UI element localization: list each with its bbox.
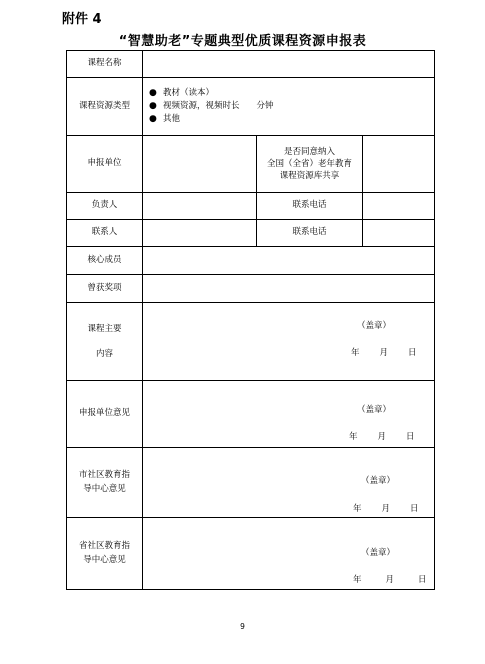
leader-label: 负责人: [67, 193, 143, 220]
row-unit: [67, 136, 435, 193]
content-field[interactable]: [143, 303, 435, 381]
unit-field[interactable]: [143, 136, 257, 193]
application-form-table: [66, 50, 435, 590]
bullet-icon: ●: [149, 100, 157, 111]
core-members-label: 核心成员: [67, 247, 143, 275]
form-title: “智慧助老”专题典型优质课程资源申报表: [118, 34, 367, 49]
row-core-members: [67, 247, 435, 275]
seal-label: （盖章）: [357, 321, 392, 331]
date-line: 年 月 日: [349, 432, 415, 442]
row-leader: [67, 193, 435, 220]
contact-phone-label: 联系电话: [257, 220, 363, 247]
row-course-name: [67, 51, 435, 78]
seal-label: （盖章）: [361, 476, 396, 486]
awards-field[interactable]: [143, 275, 435, 303]
date-line: 年 月 日: [353, 575, 427, 585]
unit-opinion-label: 申报单位意见: [67, 381, 143, 448]
row-resource-type: [67, 78, 435, 136]
resource-type-options: [143, 78, 435, 136]
row-awards: [67, 275, 435, 303]
province-opinion-field[interactable]: [143, 518, 435, 590]
agree-share-label: 是否同意纳入 全国（全省）老年教育 课程资源库共享: [257, 136, 363, 193]
unit-opinion-field[interactable]: [143, 381, 435, 448]
leader-field[interactable]: [143, 193, 257, 220]
contact-field[interactable]: [143, 220, 257, 247]
content-label: 课程主要 内容: [67, 303, 143, 381]
row-content: [67, 303, 435, 381]
agree-share-field[interactable]: [363, 136, 435, 193]
date-line: 年 月 日: [353, 504, 419, 514]
leader-phone-label: 联系电话: [257, 193, 363, 220]
city-opinion-label: 市社区教育指 导中心意见: [67, 448, 143, 518]
bullet-icon: ●: [149, 87, 157, 98]
city-opinion-field[interactable]: [143, 448, 435, 518]
row-unit-opinion: [67, 381, 435, 448]
row-city-opinion: [67, 448, 435, 518]
awards-label: 曾获奖项: [67, 275, 143, 303]
province-opinion-label: 省社区教育指 导中心意见: [67, 518, 143, 590]
date-line: 年 月 日: [351, 348, 417, 358]
row-province-opinion: [67, 518, 435, 590]
seal-label: （盖章）: [357, 405, 392, 415]
resource-type-label: 课程资源类型: [67, 78, 143, 136]
contact-label: 联系人: [67, 220, 143, 247]
page-number: 9: [240, 622, 245, 631]
seal-label: （盖章）: [361, 548, 396, 558]
contact-phone-field[interactable]: [363, 220, 435, 247]
row-contact: [67, 220, 435, 247]
bullet-icon: ●: [149, 114, 157, 125]
option-video[interactable]: ● 视频资源，视频时长 分钟: [149, 100, 274, 112]
course-name-field[interactable]: [143, 51, 435, 78]
option-textbook[interactable]: ● 教材（读本）: [149, 87, 215, 99]
core-members-field[interactable]: [143, 247, 435, 275]
unit-label: 申报单位: [67, 136, 143, 193]
leader-phone-field[interactable]: [363, 193, 435, 220]
course-name-label: 课程名称: [67, 51, 143, 78]
option-other[interactable]: ● 其他: [149, 114, 181, 125]
attachment-label: 附件 4: [62, 12, 102, 27]
